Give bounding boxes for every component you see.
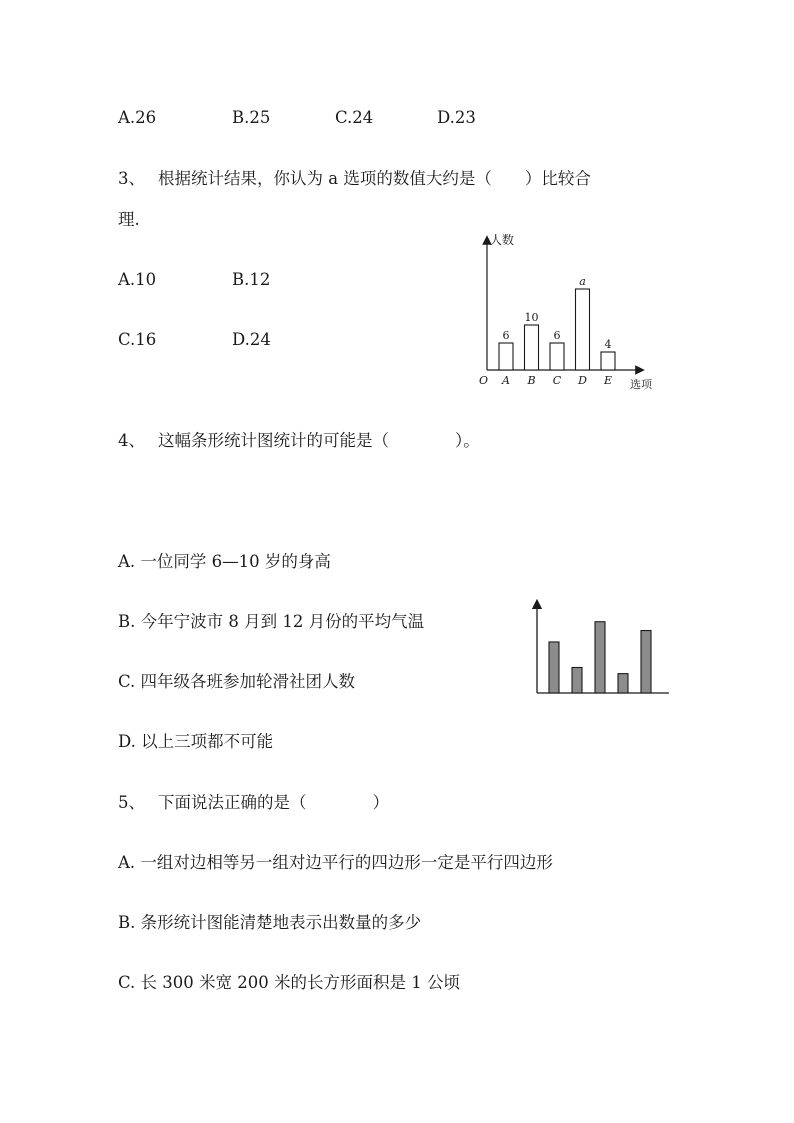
- q4-bar: [549, 642, 559, 693]
- q4-option-a[interactable]: A. 一位同学 6—10 岁的身高: [118, 552, 331, 571]
- q3-bar-d: [576, 289, 590, 370]
- q4-bar: [572, 667, 582, 693]
- q3-bar-a: [499, 343, 513, 370]
- q3-x-tick-label: B: [527, 374, 536, 387]
- q3-x-tick-label: E: [603, 374, 613, 387]
- q4-option-d[interactable]: D. 以上三项都不可能: [118, 732, 274, 751]
- q3-option-d[interactable]: D.24: [232, 330, 271, 349]
- q3-question-text-cont: 理.: [118, 210, 140, 229]
- q3-number: 3、: [118, 169, 145, 188]
- q5-number: 5、: [118, 793, 145, 812]
- q2-option-a[interactable]: A.26: [118, 108, 157, 127]
- q2-option-b[interactable]: B.25: [232, 108, 271, 127]
- q3-option-a[interactable]: A.10: [118, 270, 157, 289]
- q2-option-d[interactable]: D.23: [437, 108, 476, 127]
- q3-bar-value-label: 6: [502, 329, 510, 342]
- q3-bar-value-label: 6: [553, 329, 561, 342]
- q3-option-c[interactable]: C.16: [118, 330, 157, 349]
- q3-x-tick-label: A: [502, 374, 510, 387]
- q4-number: 4、: [118, 431, 145, 450]
- q4-bar: [641, 631, 651, 693]
- q4-option-b[interactable]: B. 今年宁波市 8 月到 12 月份的平均气温: [118, 612, 425, 631]
- q4-bar: [595, 622, 605, 693]
- q3-x-tick-label: D: [578, 374, 587, 387]
- q3-x-axis-label: 选项: [630, 378, 652, 391]
- q4-bar: [618, 674, 628, 693]
- q4-question-text: 这幅条形统计图统计的可能是（ ）。: [158, 431, 480, 450]
- q3-origin-label: O: [479, 374, 489, 387]
- q3-bar-b: [525, 325, 539, 370]
- q3-bar-value-label: 10: [524, 311, 539, 324]
- q3-bar-chart: [470, 228, 660, 396]
- q5-option-b[interactable]: B. 条形统计图能清楚地表示出数量的多少: [118, 913, 422, 932]
- q5-option-c[interactable]: C. 长 300 米宽 200 米的长方形面积是 1 公顷: [118, 973, 460, 992]
- q3-option-b[interactable]: B.12: [232, 270, 271, 289]
- q4-bar-chart: [525, 595, 675, 700]
- q3-bar-c: [550, 343, 564, 370]
- q5-question-text: 下面说法正确的是（ ）: [158, 793, 389, 812]
- q4-option-c[interactable]: C. 四年级各班参加轮滑社团人数: [118, 672, 356, 691]
- q3-x-tick-label: C: [552, 374, 562, 387]
- q3-question-text: 根据统计结果，你认为 a 选项的数值大约是（ ）比较合: [158, 169, 591, 188]
- q3-bar-value-label: 4: [604, 338, 612, 351]
- q5-option-a[interactable]: A. 一组对边相等另一组对边平行的四边形一定是平行四边形: [118, 853, 553, 872]
- q3-bar-e: [601, 352, 615, 370]
- q3-y-axis-label: 人数: [490, 233, 515, 247]
- q3-bar-value-label: a: [579, 275, 586, 288]
- q2-option-c[interactable]: C.24: [335, 108, 374, 127]
